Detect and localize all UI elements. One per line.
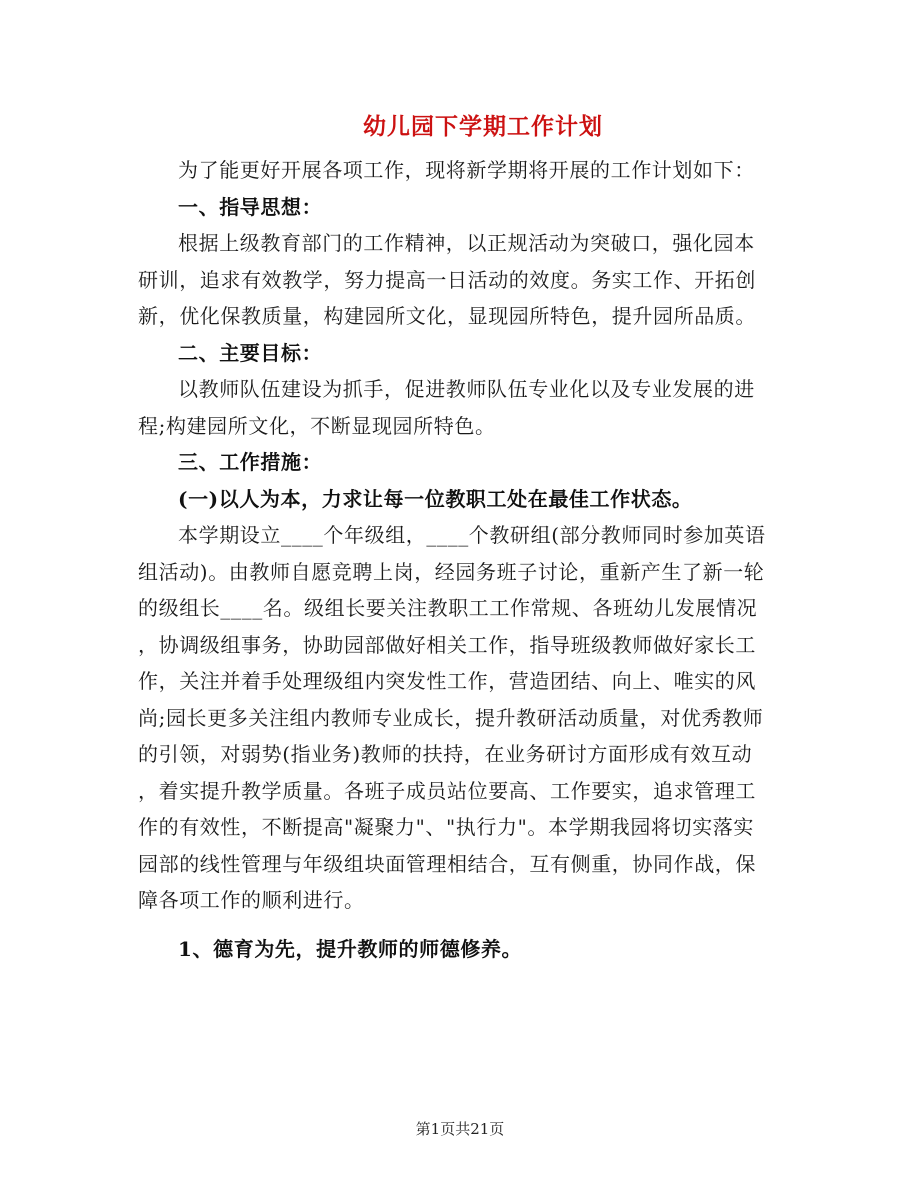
page-number-footer: 第1页共21页 [415, 1120, 505, 1138]
document-title: 幼儿园下学期工作计划 [363, 113, 603, 140]
paragraph-line: 园部的线性管理与年级组块面管理相结合，互有侧重，协同作战，保 [138, 851, 756, 876]
subsection-heading-people-first: (一)以人为本，力求让每一位教职工处在最佳工作状态。 [178, 486, 693, 511]
paragraph-line: ，协调级组事务，协助园部做好相关工作，指导班级教师做好家长工 [138, 632, 756, 657]
paragraph-line: 的引领，对弱势(指业务)教师的扶持，在业务研讨方面形成有效互动 [138, 742, 753, 766]
paragraph-line: 程;构建园所文化，不断显现园所特色。 [138, 413, 496, 438]
paragraph-line: 作的有效性，不断提高"凝聚力"、"执行力"。本学期我园将切实落实 [138, 815, 754, 839]
paragraph-line: 本学期设立____个年级组，____个教研组(部分教师同时参加英语 [178, 523, 766, 547]
intro-paragraph-line: 为了能更好开展各项工作，现将新学期将开展的工作计划如下： [178, 158, 755, 182]
section-heading-guiding-thought: 一、指导思想： [178, 194, 323, 219]
section-heading-work-measures: 三、工作措施： [178, 450, 323, 474]
section-heading-main-goals: 二、主要目标： [178, 340, 323, 365]
paragraph-line: 新，优化保教质量，构建园所文化，显现园所特色，提升园所品质。 [138, 304, 756, 328]
paragraph-line: 以教师队伍建设为抓手，促进教师队伍专业化以及专业发展的进 [178, 377, 755, 401]
document-body [138, 152, 778, 967]
paragraph-line: 尚;园长更多关注组内教师专业成长，提升教研活动质量，对优秀教师 [138, 705, 764, 730]
paragraph-line: 的级组长____名。级组长要关注教职工工作常规、各班幼儿发展情况 [138, 596, 758, 620]
paragraph-line: ，着实提升教学质量。各班子成员站位要高、工作要实，追求管理工 [138, 778, 756, 803]
paragraph-line: 组活动)。由教师自愿竞聘上岗，经园务班子讨论，重新产生了新一轮 [138, 559, 765, 584]
paragraph-line: 根据上级教育部门的工作精神，以正规活动为突破口，强化园本 [178, 231, 755, 255]
paragraph-line: 障各项工作的顺利进行。 [138, 888, 365, 912]
item-heading-moral-education: 1、德育为先，提升教师的师德修养。 [178, 936, 523, 961]
paragraph-gap [138, 919, 778, 931]
paragraph-line: 作，关注并着手处理级组内突发性工作，营造团结、向上、唯实的风 [138, 669, 756, 693]
paragraph-line: 研训，追求有效教学，努力提高一日活动的效度。务实工作、开拓创 [138, 267, 756, 292]
